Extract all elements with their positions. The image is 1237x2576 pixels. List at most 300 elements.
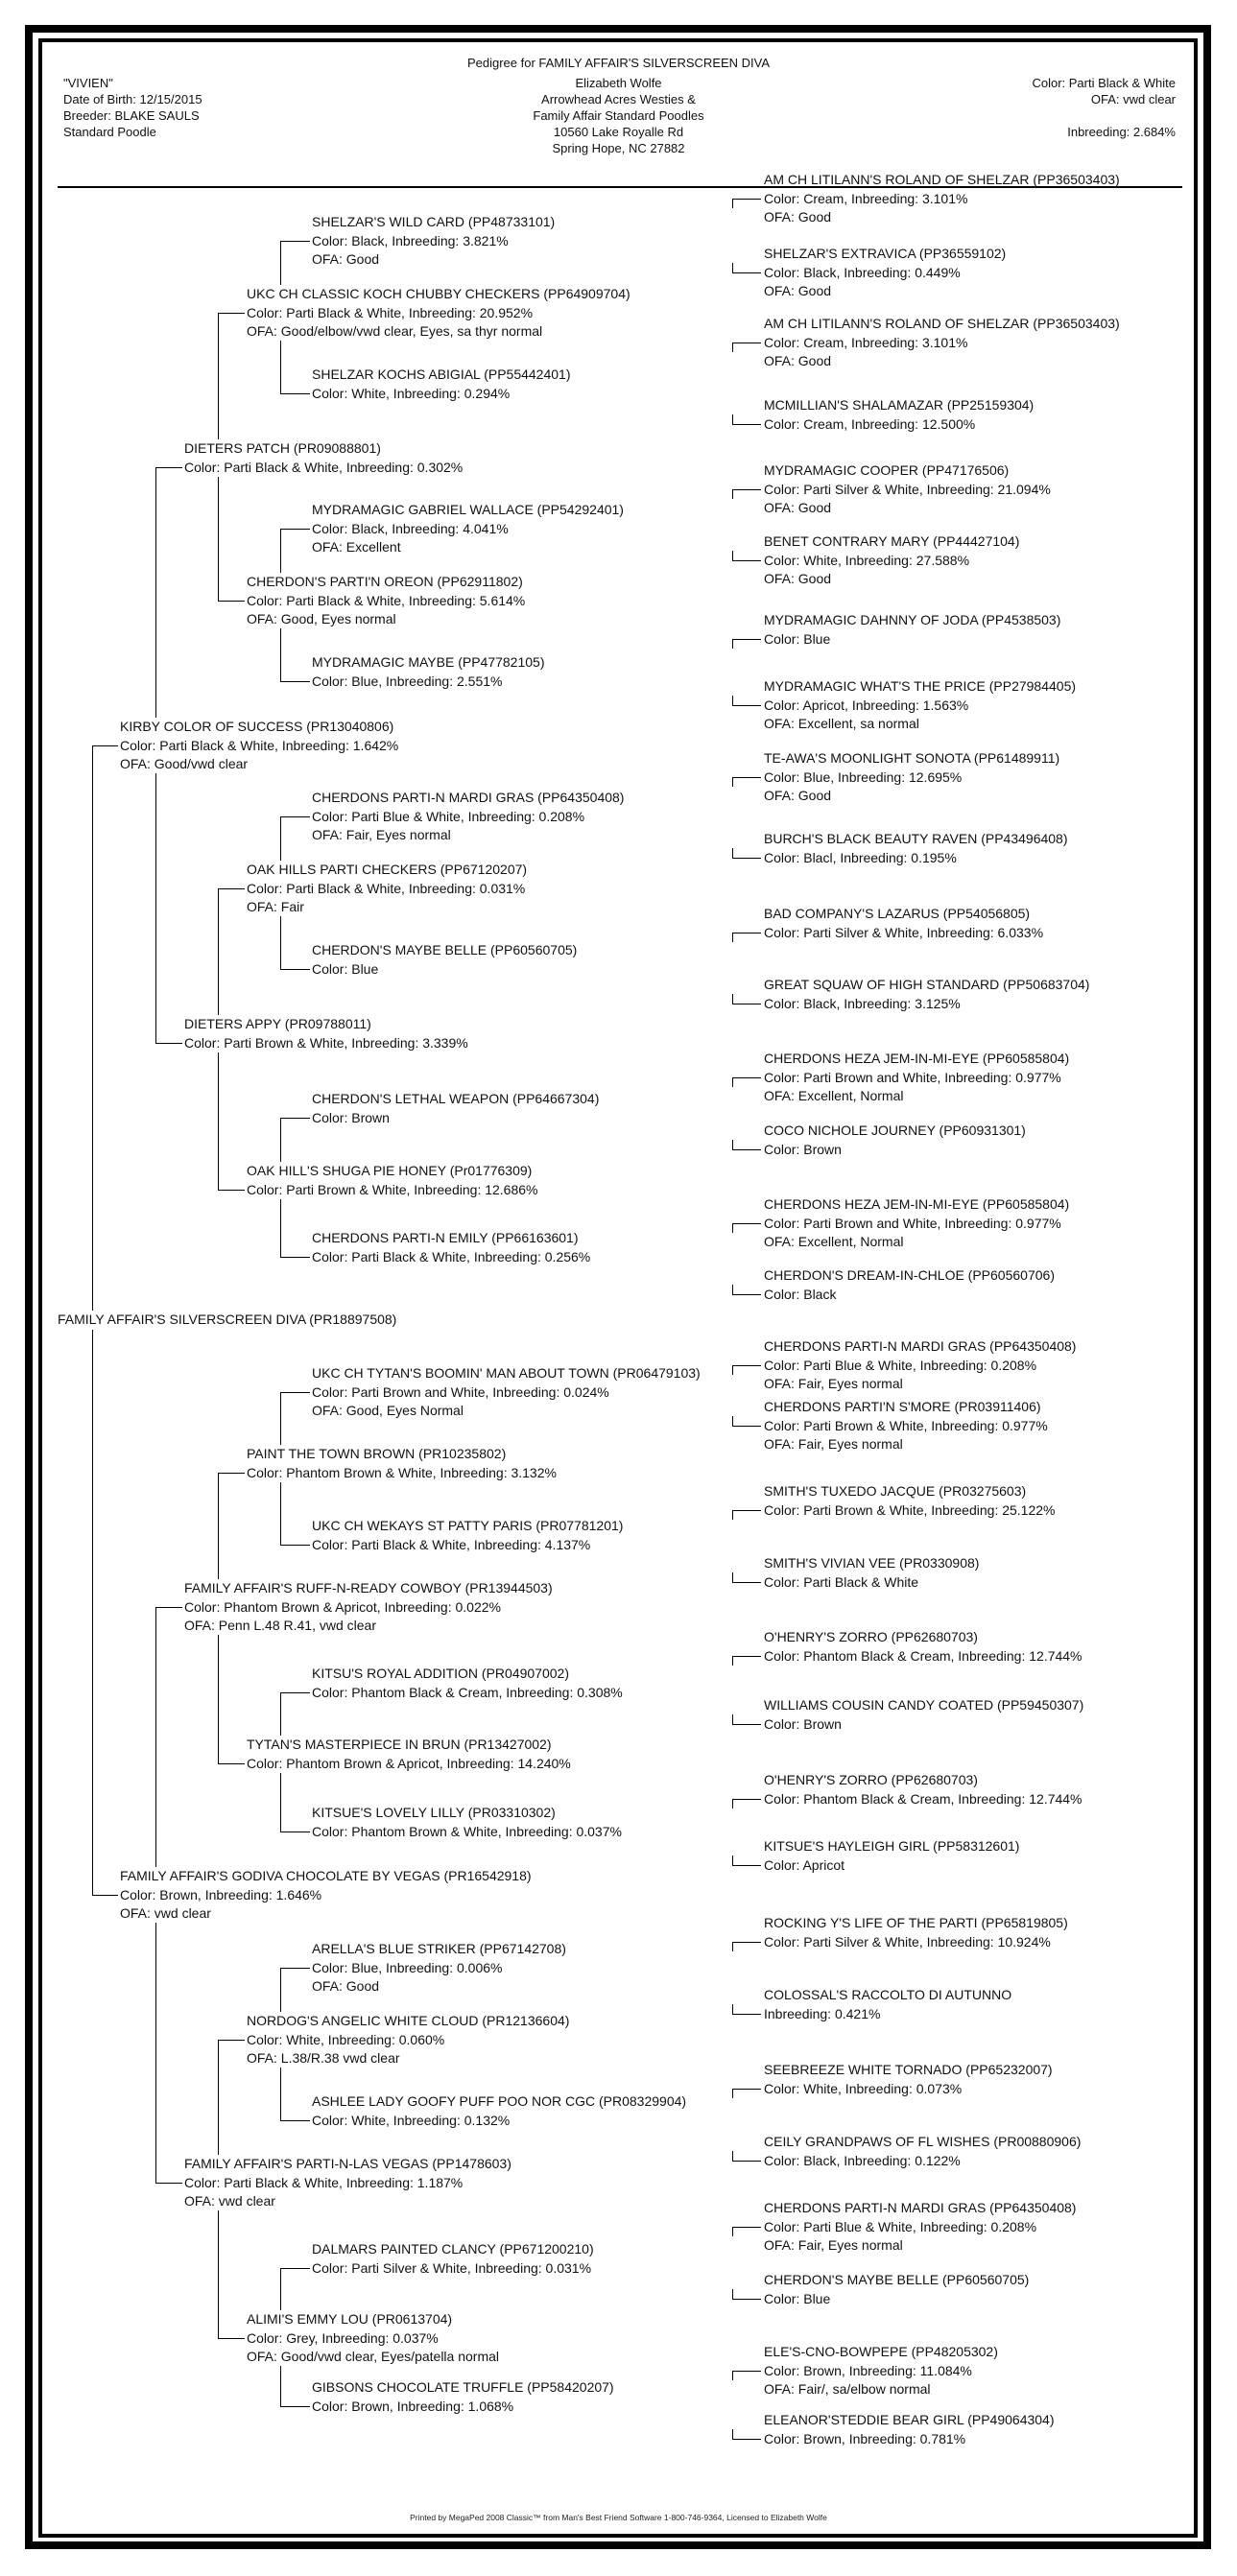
dog-ofa	[764, 2170, 1081, 2189]
grandparent	[184, 1579, 553, 1636]
ggg-grandparent	[764, 1337, 1076, 1394]
dog-ofa: OFA: Excellent, sa normal	[764, 716, 919, 731]
dog-name: FAMILY AFFAIR'S PARTI-N-LAS VEGAS (PP1478603)	[184, 2156, 511, 2171]
dog-ofa	[764, 1159, 1026, 1178]
dog-color: Color: Black, Inbreeding: 0.449%	[764, 264, 961, 280]
dog-ofa	[764, 1592, 979, 1611]
great-grandparent	[247, 573, 525, 629]
connector-line	[732, 489, 733, 499]
connector-line	[732, 1140, 733, 1149]
dog-name: ASHLEE LADY GOOFY PUFF POO NOR CGC (PR08329904)	[312, 2093, 687, 2109]
ggg-grandparent	[764, 2133, 1081, 2189]
dog-name: CHERDONS PARTI-N MARDI GRAS (PP64350408)	[764, 2200, 1077, 2215]
connector-line	[732, 1077, 761, 1078]
owner-name: Elizabeth Wolfe	[575, 76, 662, 90]
connector-line	[155, 1607, 156, 1867]
dog-color: Color: Blue, Inbreeding: 12.695%	[764, 768, 963, 785]
connector-line	[92, 1330, 93, 1895]
ggg-grandparent	[764, 1554, 979, 1611]
dog-ofa	[312, 2278, 594, 2297]
dog-color: Color: Parti Silver & White, Inbreeding: 10.924%	[764, 1933, 1051, 1950]
dog-color: Color: Parti Brown and White, Inbreeding: 0.024%	[312, 1383, 609, 1400]
connector-line	[218, 2040, 219, 2155]
connector-line	[280, 969, 310, 970]
connector-line	[218, 1635, 219, 1763]
dog-name: O'HENRY'S ZORRO (PP62680703)	[764, 1772, 978, 1787]
dog-name: AM CH LITILANN'S ROLAND OF SHELZAR (PP36503403)	[764, 172, 1120, 187]
great-grandparent	[247, 2012, 569, 2068]
connector-line	[280, 1968, 310, 1969]
connector-line	[732, 1724, 761, 1725]
dog-color: Color: Parti Black & White	[1032, 76, 1176, 90]
connector-line	[218, 2338, 245, 2339]
address-street: 10560 Lake Royalle Rd	[553, 125, 684, 139]
dog-ofa	[312, 1702, 623, 1721]
connector-line	[92, 745, 118, 746]
connector-line	[280, 1545, 310, 1546]
dog-stats	[1032, 75, 1176, 140]
connector-line	[732, 1656, 733, 1666]
connector-line	[280, 1692, 310, 1693]
dog-color: Inbreeding: 0.421%	[764, 2005, 881, 2021]
connector-line	[218, 1190, 245, 1191]
ggg-grandparent	[764, 1837, 1019, 1894]
connector-line	[732, 994, 733, 1004]
connector-line	[732, 1865, 761, 1866]
dog-name: KIRBY COLOR OF SUCCESS (PR13040806)	[120, 719, 394, 734]
dog-ofa	[312, 1266, 590, 1286]
dog-name: FAMILY AFFAIR'S SILVERSCREEN DIVA (PR18897508)	[58, 1312, 397, 1327]
dog-color: Color: Parti Brown & White, Inbreeding: 25.122%	[764, 1501, 1056, 1518]
connector-line	[732, 2089, 733, 2098]
dog-ofa: OFA: Fair, Eyes normal	[764, 1436, 903, 1452]
dog-ofa: OFA: Fair/, sa/elbow normal	[764, 2381, 931, 2397]
connector-line	[155, 1923, 156, 2183]
great-grandparent	[247, 861, 527, 917]
gg-grandparent	[312, 1364, 701, 1421]
dog-name: SHELZAR KOCHS ABIGIAL (PP55442401)	[312, 366, 571, 382]
dog-name: MCMILLIAN'S SHALAMAZAR (PP25159304)	[764, 397, 1035, 413]
connector-line	[732, 343, 733, 352]
dog-name: ELE'S-CNO-BOWPEPE (PP48205302)	[764, 2344, 998, 2359]
connector-line	[732, 560, 761, 561]
ggg-grandparent	[764, 905, 1043, 961]
dog-color: Color: Phantom Brown & Apricot, Inbreeding: 14.240%	[247, 1755, 571, 1771]
dog-color: Color: Parti Brown and White, Inbreeding: 0.977%	[764, 1069, 1061, 1085]
dog-name: CHERDONS PARTI'N S'MORE (PR03911406)	[764, 1399, 1041, 1414]
connector-line	[732, 2004, 733, 2014]
connector-line	[280, 1968, 281, 2012]
dog-name: COLOSSAL'S RACCOLTO DI AUTUNNO	[764, 1987, 1012, 2002]
dog-inbreeding: Inbreeding: 2.684%	[1067, 125, 1176, 139]
dog-ofa: OFA: Good	[764, 571, 832, 586]
connector-line	[732, 1294, 761, 1295]
ggg-grandparent	[764, 1122, 1026, 1178]
ggg-grandparent	[764, 830, 1068, 886]
dog-color: Color: Grey, Inbreeding: 0.037%	[247, 2329, 439, 2346]
connector-line	[218, 1763, 245, 1764]
dog-ofa	[764, 1951, 1068, 1971]
connector-line	[155, 467, 156, 718]
grandparent	[184, 439, 463, 496]
ggg-grandparent	[764, 1914, 1068, 1971]
connector-line	[732, 2227, 733, 2236]
dog-ofa	[247, 1773, 571, 1792]
dog-color: Color: Parti Black & White, Inbreeding: 5.614%	[247, 592, 526, 608]
connector-line	[218, 477, 219, 601]
dog-name: DALMARS PAINTED CLANCY (PP671200210)	[312, 2241, 594, 2257]
connector-line	[280, 529, 281, 573]
ggg-grandparent	[764, 2061, 1053, 2117]
connector-line	[732, 1572, 733, 1582]
dog-color: Color: Apricot	[764, 1856, 845, 1873]
connector-line	[732, 2227, 761, 2228]
dog-color: Color: Black, Inbreeding: 3.125%	[764, 995, 961, 1011]
dog-name: CHERDON'S MAYBE BELLE (PP60560705)	[312, 942, 578, 957]
dog-name: MYDRAMAGIC DAHNNY OF JODA (PP4538503)	[764, 612, 1061, 627]
connector-line	[280, 628, 281, 681]
connector-line	[732, 1855, 733, 1865]
dog-color: Color: Black, Inbreeding: 0.122%	[764, 2152, 961, 2168]
connector-line	[732, 1149, 761, 1150]
dog-color: Color: Parti Silver & White, Inbreeding: 0.031%	[312, 2259, 592, 2276]
dog-name: O'HENRY'S ZORRO (PP62680703)	[764, 1629, 978, 1644]
connector-line	[280, 341, 281, 393]
connector-line	[732, 1656, 761, 1657]
dog-ofa: OFA: vwd clear	[184, 2193, 275, 2209]
connector-line	[732, 2299, 761, 2300]
dog-color: Color: Black	[764, 1286, 837, 1302]
connector-line	[732, 1942, 733, 1951]
dog-color: Color: Parti Black & White, Inbreeding: 1.187%	[184, 2174, 464, 2190]
dog-ofa	[764, 1520, 1056, 1539]
dog-name: MYDRAMAGIC MAYBE (PP47782105)	[312, 654, 545, 670]
ggg-grandparent	[764, 749, 1059, 806]
dog-color: Color: Cream, Inbreeding: 12.500%	[764, 415, 976, 432]
dog-ofa	[312, 2416, 614, 2435]
dog-ofa: OFA: L.38/R.38 vwd clear	[247, 2050, 400, 2066]
dog-color: Color: Blue	[312, 960, 379, 977]
dog-color: Color: Cream, Inbreeding: 3.101%	[764, 334, 968, 350]
ggg-grandparent	[764, 1696, 1083, 1753]
connector-line	[732, 1799, 733, 1808]
dog-name: KITSUE'S LOVELY LILLY (PR03310302)	[312, 1805, 556, 1820]
connector-line	[732, 639, 761, 640]
ggg-grandparent	[764, 396, 1034, 453]
dog-ofa: OFA: Fair	[247, 899, 304, 914]
dog-name: KITSU'S ROYAL ADDITION (PR04907002)	[312, 1666, 569, 1681]
dog-name: TE-AWA'S MOONLIGHT SONOTA (PP61489911)	[764, 750, 1060, 766]
dog-ofa	[312, 2130, 686, 2149]
connector-line	[732, 1223, 761, 1224]
dog-ofa	[312, 1127, 599, 1146]
dog-name: CHERDON'S PARTI'N OREON (PP62911802)	[247, 574, 523, 589]
dog-name: BURCH'S BLACK BEAUTY RAVEN (PP43496408)	[764, 831, 1068, 846]
connector-line	[280, 1392, 310, 1393]
dog-ofa: OFA: vwd clear	[1090, 92, 1176, 106]
connector-line	[732, 858, 761, 859]
connector-line	[732, 1223, 733, 1233]
ggg-grandparent	[764, 2343, 998, 2399]
connector-line	[732, 2371, 761, 2372]
dog-color: Color: Phantom Black & Cream, Inbreeding: 12.744%	[764, 1647, 1082, 1664]
dog-name: DIETERS APPY (PR09788011)	[184, 1016, 371, 1031]
connector-line	[732, 2289, 733, 2299]
great-grandparent	[247, 1162, 538, 1218]
connector-line	[732, 933, 761, 934]
dog-color: Color: Brown	[764, 1141, 842, 1157]
connector-line	[732, 705, 761, 706]
gg-grandparent	[312, 2378, 614, 2435]
ggg-grandparent	[764, 461, 1051, 518]
dog-name: UKC CH TYTAN'S BOOMIN' MAN ABOUT TOWN (PR06479103)	[312, 1365, 701, 1381]
connector-line	[280, 2120, 310, 2121]
dog-name: MYDRAMAGIC WHAT'S THE PRICE (PP27984405)	[764, 678, 1077, 694]
connector-line	[732, 1510, 761, 1511]
dog-ofa	[764, 1666, 1082, 1685]
connector-line	[218, 2040, 245, 2041]
ggg-grandparent	[764, 1482, 1056, 1539]
connector-line	[155, 1043, 182, 1044]
connector-line	[280, 816, 281, 861]
dog-name: GREAT SQUAW OF HIGH STANDARD (PP50683704)	[764, 977, 1090, 992]
dog-name: SEEBREEZE WHITE TORNADO (PP65232007)	[764, 2062, 1053, 2077]
dog-name: CHERDONS HEZA JEM-IN-MI-EYE (PP60585804)	[764, 1196, 1070, 1212]
sire-dam	[120, 718, 398, 774]
dog-color: Color: Parti Brown & White, Inbreeding: 12.686%	[247, 1181, 538, 1197]
dog-color: Color: Parti Silver & White, Inbreeding: 6.033%	[764, 924, 1044, 940]
gg-grandparent	[312, 1940, 566, 1997]
dog-name: TYTAN'S MASTERPIECE IN BRUN (PR13427002)	[247, 1737, 552, 1752]
dog-name: SHELZAR'S EXTRAVICA (PP36559102)	[764, 246, 1007, 261]
connector-line	[732, 2439, 761, 2440]
connector-line	[280, 393, 310, 394]
dog-color: Color: Blacl, Inbreeding: 0.195%	[764, 849, 957, 865]
dog-ofa	[312, 691, 545, 710]
dog-name: ARELLA'S BLUE STRIKER (PP67142708)	[312, 1941, 566, 1956]
dog-ofa: OFA: Good, Eyes Normal	[312, 1403, 464, 1418]
dog-ofa	[184, 1052, 468, 1072]
connector-line	[732, 414, 733, 424]
connector-line	[218, 313, 245, 314]
dog-ofa: OFA: Good, Eyes normal	[247, 611, 396, 626]
connector-line	[732, 424, 761, 425]
dog-color: Color: Parti Black & White, Inbreeding: 0.031%	[247, 880, 526, 896]
dog-ofa: OFA: Good	[764, 353, 832, 368]
connector-line	[280, 681, 310, 682]
dog-name: AM CH LITILANN'S ROLAND OF SHELZAR (PP36503403)	[764, 316, 1120, 331]
dog-color: Color: Parti Black & White, Inbreeding: 0.256%	[312, 1248, 591, 1264]
dog-ofa: OFA: Good	[312, 251, 380, 267]
ggg-grandparent	[764, 2411, 1055, 2468]
connector-line	[732, 1582, 761, 1583]
dog-name: COCO NICHOLE JOURNEY (PP60931301)	[764, 1123, 1026, 1138]
dog-ofa	[764, 1808, 1082, 1828]
dog-color: Color: Black, Inbreeding: 3.821%	[312, 232, 509, 248]
connector-line	[280, 529, 310, 530]
ggg-grandparent	[764, 2199, 1076, 2256]
dog-ofa: OFA: Fair, Eyes normal	[764, 2237, 903, 2253]
connector-line	[732, 933, 733, 942]
dog-color: Color: White, Inbreeding: 0.132%	[312, 2112, 511, 2128]
connector-line	[92, 745, 93, 1311]
dog-color: Color: Apricot, Inbreeding: 1.563%	[764, 697, 969, 713]
dog-ofa: OFA: Good/vwd clear, Eyes/patella normal	[247, 2349, 500, 2364]
dog-color: Color: Parti Black & White, Inbreeding: 20.952%	[247, 304, 534, 320]
great-grandparent	[247, 1445, 557, 1501]
dog-color: Color: Phantom Brown & White, Inbreeding: 0.037%	[312, 1823, 622, 1839]
dog-color: Color: Parti Brown and White, Inbreeding: 0.977%	[764, 1215, 1061, 1231]
dog-name: CHERDONS PARTI-N MARDI GRAS (PP64350408)	[312, 790, 625, 805]
connector-line	[280, 1199, 281, 1257]
dog-color: Color: Parti Blue & White, Inbreeding: 0.208%	[764, 1357, 1037, 1373]
connector-line	[280, 2406, 310, 2407]
dog-ofa: OFA: Good	[764, 500, 832, 515]
dog-color: Color: Cream, Inbreeding: 3.101%	[764, 190, 968, 206]
connector-line	[732, 848, 733, 858]
connector-line	[732, 1426, 761, 1427]
dog-color: Color: Parti Blue & White, Inbreeding: 0.208%	[312, 808, 585, 824]
dog-color: Color: Blue	[764, 630, 831, 647]
dog-name: ELEANOR'STEDDIE BEAR GIRL (PP49064304)	[764, 2412, 1055, 2427]
spacer	[1032, 107, 1176, 124]
ggg-grandparent	[764, 245, 1006, 301]
gg-grandparent	[312, 789, 624, 845]
dog-color: Color: Brown, Inbreeding: 1.646%	[120, 1886, 322, 1902]
connector-line	[218, 2210, 219, 2338]
connector-line	[732, 2371, 733, 2380]
kennel-line-1: Arrowhead Acres Westies &	[541, 92, 696, 106]
dog-color: Color: Parti Black & White	[764, 1573, 919, 1590]
gg-grandparent	[312, 1229, 590, 1286]
dog-ofa: OFA: Good	[312, 1978, 380, 1994]
ggg-grandparent	[764, 2271, 1029, 2328]
dog-name: SHELZAR'S WILD CARD (PP48733101)	[312, 214, 556, 229]
dog-ofa: OFA: Excellent, Normal	[764, 1088, 904, 1103]
dog-ofa: OFA: Good/elbow/vwd clear, Eyes, sa thyr normal	[247, 323, 543, 339]
dog-color: Color: Brown, Inbreeding: 1.068%	[312, 2398, 514, 2414]
connector-line	[732, 489, 761, 490]
connector-line	[218, 888, 245, 889]
dog-ofa	[247, 1199, 538, 1218]
connector-line	[732, 777, 761, 778]
connector-line	[732, 1510, 733, 1520]
dog-ofa	[764, 2308, 1029, 2328]
footer-credit: Printed by MegaPed 2008 Classic™ from Man's Best Friend Software 1-800-746-9364, Licensed to Elizabeth Wolfe	[410, 2513, 827, 2522]
connector-line	[218, 313, 219, 439]
dog-ofa: OFA: Excellent, Normal	[764, 1234, 904, 1249]
dog-ofa	[247, 1482, 557, 1501]
date-of-birth: Date of Birth: 12/15/2015	[63, 92, 202, 106]
gg-grandparent	[312, 366, 571, 422]
dog-color: Color: White, Inbreeding: 0.073%	[764, 2080, 963, 2096]
connector-line	[280, 241, 310, 242]
dog-name: MYDRAMAGIC GABRIEL WALLACE (PP54292401)	[312, 502, 624, 517]
dog-color: Color: White, Inbreeding: 0.294%	[312, 385, 511, 401]
connector-line	[155, 773, 156, 1043]
dog-color: Color: Brown	[312, 1109, 390, 1125]
connector-line	[732, 1365, 733, 1375]
dog-ofa: OFA: Penn L.48 R.41, vwd clear	[184, 1618, 376, 1633]
ggg-grandparent	[764, 532, 1019, 589]
dog-color: Color: Brown, Inbreeding: 11.084%	[764, 2362, 972, 2378]
gg-grandparent	[312, 2240, 594, 2297]
subject-dog	[58, 1311, 396, 1330]
dog-ofa	[312, 979, 577, 998]
connector-line	[280, 1692, 281, 1736]
connector-line	[732, 2089, 761, 2090]
connector-line	[732, 272, 761, 273]
ggg-grandparent	[764, 1266, 1055, 1323]
dog-name: CHERDONS PARTI-N MARDI GRAS (PP64350408)	[764, 1338, 1077, 1354]
gg-grandparent	[312, 1665, 623, 1721]
dog-name: DIETERS PATCH (PR09088801)	[184, 440, 381, 456]
dog-ofa	[764, 2023, 1011, 2043]
gg-grandparent	[312, 213, 555, 270]
page-title: Pedigree for FAMILY AFFAIR'S SILVERSCREEN DIVA	[466, 56, 771, 70]
gg-grandparent	[312, 1090, 599, 1146]
dog-name: CEILY GRANDPAWS OF FL WISHES (PR00880906)	[764, 2134, 1082, 2149]
gg-grandparent	[312, 1517, 623, 1573]
dog-color: Color: Phantom Black & Cream, Inbreeding: 0.308%	[312, 1684, 623, 1700]
dog-name: SMITH'S VIVIAN VEE (PR0330908)	[764, 1555, 980, 1571]
call-name: "VIVIEN"	[63, 76, 113, 90]
dog-color: Color: Blue	[764, 2290, 831, 2306]
connector-line	[92, 1895, 118, 1896]
dog-ofa	[764, 942, 1043, 961]
dog-ofa	[764, 867, 1068, 886]
ggg-grandparent	[764, 1398, 1048, 1454]
connector-line	[732, 2151, 733, 2161]
connector-line	[732, 1365, 761, 1366]
connector-line	[218, 1052, 219, 1190]
connector-line	[280, 1118, 310, 1119]
dog-color: Color: Parti Brown & White, Inbreeding: 3.339%	[184, 1034, 468, 1051]
connector-line	[732, 696, 733, 705]
connector-line	[732, 1714, 733, 1724]
dog-ofa	[764, 1013, 1089, 1032]
ggg-grandparent	[764, 1771, 1082, 1828]
dog-ofa: OFA: Fair, Eyes normal	[764, 1376, 903, 1391]
dog-name: GIBSONS CHOCOLATE TRUFFLE (PP58420207)	[312, 2379, 614, 2395]
dog-name: CHERDONS PARTI-N EMILY (PP66163601)	[312, 1230, 579, 1245]
connector-line	[218, 1473, 245, 1474]
dog-name: PAINT THE TOWN BROWN (PR10235802)	[247, 1446, 507, 1461]
connector-line	[155, 467, 182, 468]
dog-ofa: OFA: vwd clear	[120, 1905, 211, 1921]
ggg-grandparent	[764, 677, 1076, 734]
dog-color: Color: White, Inbreeding: 0.060%	[247, 2031, 445, 2047]
kennel-line-2: Family Affair Standard Poodles	[533, 108, 704, 123]
connector-line	[732, 263, 733, 272]
connector-line	[155, 1607, 182, 1608]
dog-color: Color: Black, Inbreeding: 4.041%	[312, 520, 509, 536]
dog-ofa: OFA: Good	[764, 283, 832, 298]
dog-name: FAMILY AFFAIR'S GODIVA CHOCOLATE BY VEGAS (PR16542918)	[120, 1868, 532, 1883]
dog-name: WILLIAMS COUSIN CANDY COATED (PP59450307)	[764, 1697, 1084, 1713]
dog-name: BAD COMPANY'S LAZARUS (PP54056805)	[764, 906, 1031, 921]
dog-color: Color: Phantom Brown & Apricot, Inbreeding: 0.022%	[184, 1598, 501, 1615]
connector-line	[280, 2068, 281, 2120]
great-grandparent	[247, 2310, 499, 2367]
dog-ofa	[312, 1554, 623, 1573]
dog-ofa	[764, 2098, 1053, 2117]
breed: Standard Poodle	[63, 125, 156, 139]
dog-ofa	[184, 477, 463, 496]
connector-line	[218, 1473, 219, 1579]
connector-line	[280, 2268, 310, 2269]
gg-grandparent	[312, 1804, 622, 1860]
